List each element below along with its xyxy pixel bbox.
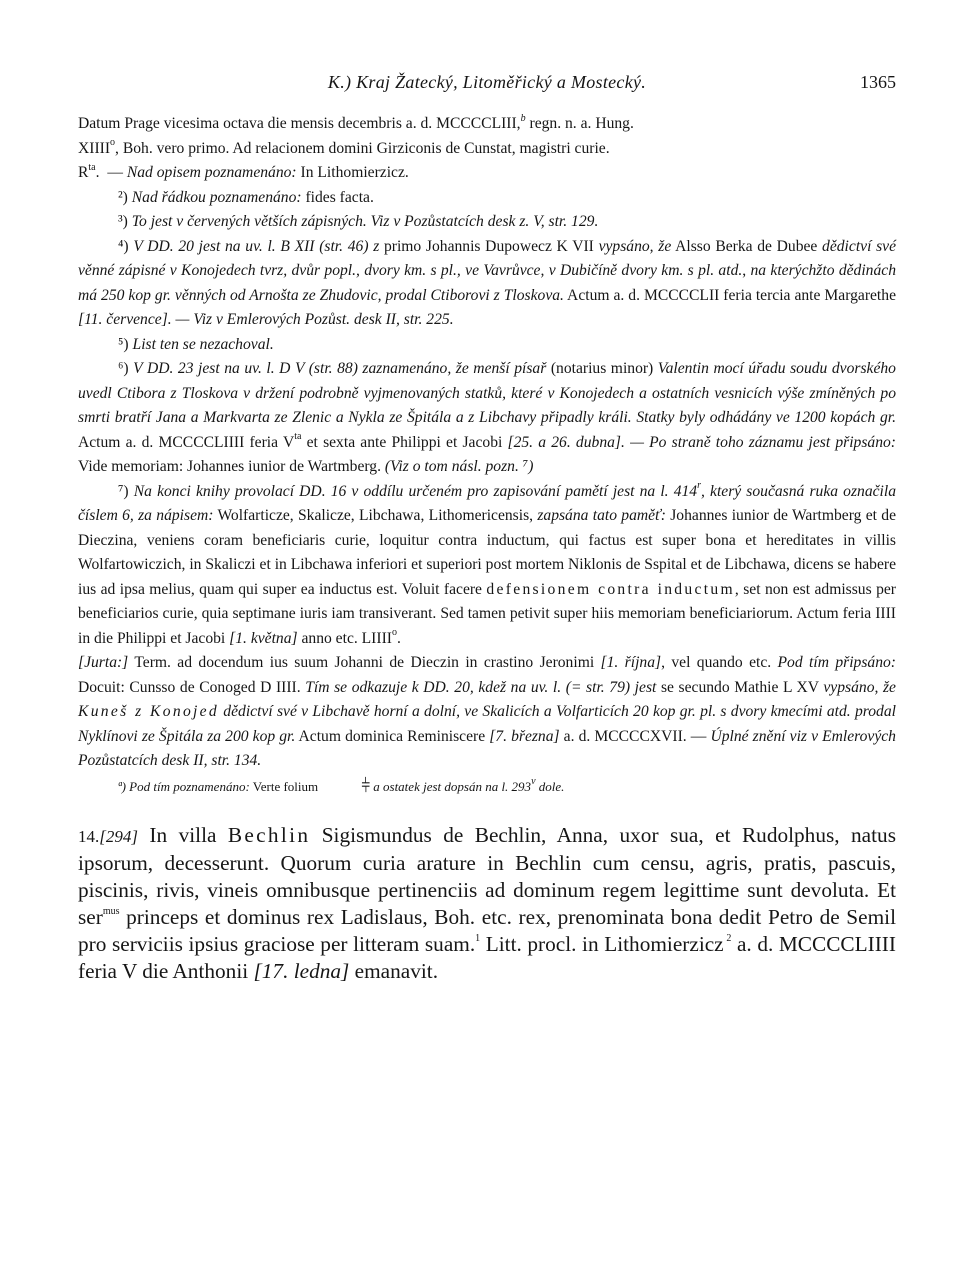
entry-14: 14.[294] In villa Bechlin Sigismundus de Bechlin, Anna, uxor sua, et Rudolphus, natus ipsorum, decesserunt. Quorum curia arature in Bechlin cum censu, agris, pratis, pascuis, piscinis, rivis, vineis omnibusque pertinenciis ad dominum regem legittime sunt devoluta. Et ser$^{mus}$ princeps et dominus rex Ladislaus, Boh. etc. rex, prenominata bona dedit Petro de Semil pro serviciis ipsius graciose per litteram suam.$^1$ Litt. procl. in Lithomierzicz $^2$ a. d. MCCCCLIIII feria V die Anthonii [17. ledna] emanavit. — [78, 822, 896, 983]
page-number: 1365 — [860, 72, 896, 92]
main-entry — [78, 822, 896, 985]
footnote-a: ª) Pod tím poznamenáno: Verte folium ⫩ a ostatek jest dopsán na l. 293$^v$ dole. — [78, 776, 896, 798]
entry-number: 14. — [78, 826, 100, 846]
double-cross-icon: ⫩ — [361, 776, 371, 797]
footnote-6: ⁶) V DD. 23 jest na uv. l. D V (str. 88) zaznamenáno, že menší písař (notarius minor) Valentin mocí úřadu soudu dvorského uvedl Ctibora z Tloskova v držení podrobně vyjmenovaných statků, které v Konojedech a ostatních vesnicích výše zmíněných po smrti bratří Jana a Markvarta ze Zlenic a Nykla ze Špitála a z Libchavy připadly králi. Statky byly odhádány ve 1200 kopách gr. Actum a. d. MCCCCLIIII feria $V^{ta}$ et sexta ante Philippi et Jacobi [25. a 26. dubna]. — Po straně toho záznamu jest připsáno: Vide memoriam: Johannes iunior de Wartmberg. (Viz o tom násl. pozn. ⁷) — [78, 360, 896, 475]
document-page — [78, 72, 896, 985]
footnotes-block — [78, 112, 896, 798]
footnote-5: ⁵) List ten se nezachoval. — [118, 335, 274, 353]
footnote-2: ²) Nad řádkou poznamenáno: fides facta. — [118, 188, 374, 206]
folio-ref: [294] — [99, 826, 138, 846]
footnote-4: ⁴) V DD. 20 jest na uv. l. B XII (str. 46) z primo Johannis Dupowecz K VII vypsáno, že Alsso Berka de Dubee dědictví své věnné zápisné v Konojedech tvrz, dvůr popl., dvory km. s pl., ve Vavrůvce, v Dubičíně dvory km. s pl. atd., na kterýchžto dědinách má 250 kop gr. věnných od Arnošta ze Zhudovic, prodal Ctiborovi z Tloskova. Actum a. d. MCCCCLII feria tercia ante Margarethe [11. července]. — Viz v Emlerových Pozůst. desk II, str. 225. — [78, 237, 897, 328]
footnote-continuation: Datum Prage vicesima octava die mensis decembris a. d. MCCCCLIII,$^b$ regn. n. a. Hung. XIIII$^o$, Boh. vero primo. Ad relacionem domini Girziconis de Cunstat, magistri curie. $R^{ta}$. — Nad opisem poznamenáno: In Lithomierzicz. — [78, 112, 634, 181]
footnote-3: ³) To jest v červených větších zápisných. Viz v Pozůstatcích desk z. V, str. 129. — [118, 213, 599, 230]
footnote-7: ⁷) Na konci knihy provolací DD. 16 v oddílu určeném pro zapisování pamětí jest na l. 414$^r$, který současná ruka označila číslem 6, za nápisem: Wolfarticze, Skalicze, Libchawa, Lithomericensis, zapsána tato paměť: Johannes iunior de Wartmberg et de Dieczina, veniens coram beneficiaris curie, loquitur contra inductum, qui factus est super bona et hereditates in villis Wolfartowiczich, in Skaliczi et in Libchawa inferiori et superiori post mortem Niklonis de Sspital et de Libchawa, dicens se habere ius ad ipsa melius, quam qui super ea inductus est. Voluit facere defensionem contra inductum, set non est admissus per beneficiarios curie, quia septimane iuris iam transiverant. Sed tamen petivit super hiis memoriam beneficiariorum. Actum feria IIII in die Philippi et Jacobi [1. května] anno etc. LIIII$^o$. [Jurta:] Term. ad docendum ius suum Johanni de Dieczin in crastino Jeronimi [1. října], vel quando etc. Pod tím připsáno: Docuit: Cunsso de Conoged D IIII. Tím se odkazuje k DD. 20, kdež na uv. l. (= str. 79) jest se secundo Mathie L XV vypsáno, že Kuneš z Konojed dědictví své v Libchavě horní a dolní, ve Skalicích a Volfarticích 20 kop gr. pl. s dvory kmecími atd. prodal Nyklínovi ze Špitála za 200 kop gr. Actum dominica Reminiscere [7. března] a. d. MCCCCXVII. — Úplné znění viz v Emlerových Pozůstatcích desk II, str. 134. — [78, 480, 897, 769]
running-title: K.) Kraj Žatecký, Litoměřický a Mostecký. — [327, 72, 647, 92]
running-header — [78, 72, 896, 112]
